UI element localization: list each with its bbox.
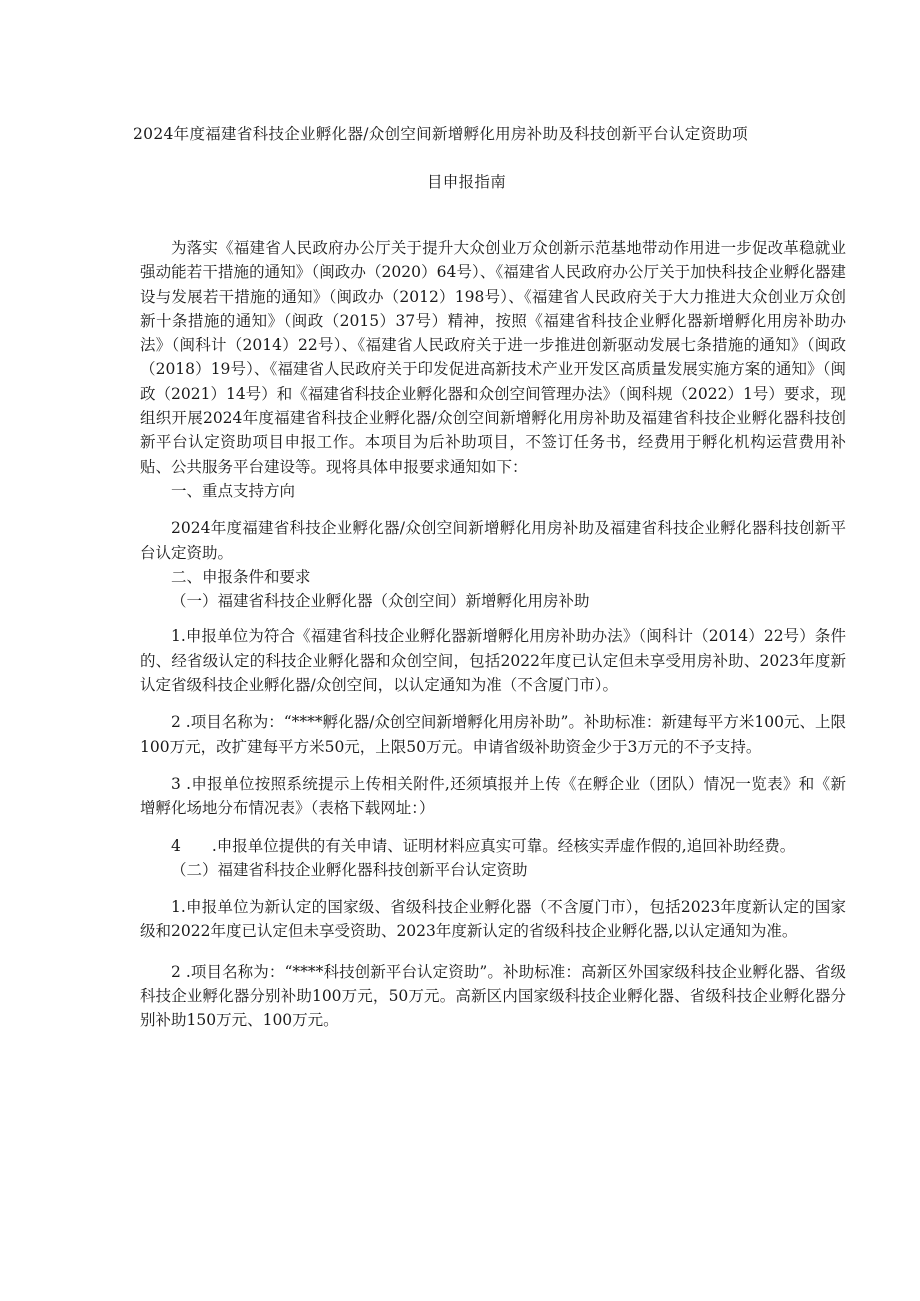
document-title-line-1: 2024年度福建省科技企业孵化器/众创空间新增孵化用房补助及科技创新平台认定资助项 [133, 125, 748, 143]
section-2-heading: 二、申报条件和要求 [171, 567, 311, 586]
subsection-1-item-3: 3 .申报单位按照系统提示上传相关附件,还须填报并上传《在孵企业（团队）情况一览表》和《新增孵化场地分布情况表》（表格下载网址：） [140, 774, 846, 818]
subsection-1-item-2: 2 .项目名称为：“****孵化器/众创空间新增孵化用房补助”。补助标准：新建每平方米100元、上限100万元，改扩建每平方米50元，上限50万元。申请省级补助资金少于3万元的不予支持。 [140, 713, 846, 756]
subsection-2-item-2: 2 .项目名称为：“****科技创新平台认定资助”。补助标准：高新区外国家级科技企业孵化器、省级科技企业孵化器分别补助100万元，50万元。高新区内国家级科技企业孵化器、省级科技企业孵化器分别补助150万元、100万元。 [140, 962, 846, 1030]
section-1-heading: 一、重点支持方向 [171, 481, 296, 500]
subsection-2-item-1: 1.申报单位为新认定的国家级、省级科技企业孵化器（不含厦门市），包括2023年度新认定的国家级和2022年度已认定但未享受资助、2023年度新认定的省级科技企业孵化器,以认定通知为准。 [140, 898, 846, 941]
document-body [140, 236, 846, 1033]
subsection-1-heading: （一）福建省科技企业孵化器（众创空间）新增孵化用房补助 [171, 592, 590, 611]
subsection-2-heading: （二）福建省科技企业孵化器科技创新平台认定资助 [171, 860, 528, 879]
subsection-1-item-4: 4 .申报单位提供的有关申请、证明材料应真实可靠。经核实弄虚作假的,追回补助经费。 [171, 836, 796, 855]
section-1-paragraph: 2024年度福建省科技企业孵化器/众创空间新增孵化用房补助及福建省科技企业孵化器科技创新平台认定资助。 [140, 519, 846, 562]
intro-paragraph: 为落实《福建省人民政府办公厅关于提升大众创业万众创新示范基地带动作用进一步促改革稳就业强动能若干措施的通知》（闽政办（2020）64号）、《福建省人民政府办公厅关于加快科技企业孵化器建设与发展若干措施的通知》（闽政办（2012）198号）、《福建省人民政府关于大力推进大众创业万众创新十条措施的通知》（闽政（2015）37号）精神，按照《福建省科技企业孵化器新增孵化用房补助办法》（闽科计（2014）22号）、《福建省人民政府关于进一步推进创新驱动发展七条措施的通知》（闽政（2018）19号）、《福建省人民政府关于印发促进高新技术产业开发区高质量发展实施方案的通知》（闽政（2021）14号）和《福建省科技企业孵化器和众创空间管理办法》（闽科规（2022）1号）要求，现组织开展2024年度福建省科技企业孵化器/众创空间新增孵化用房补助及福建省科技企业孵化器科技创新平台认定资助项目申报工作。本项目为后补助项目，不签订任务书，经费用于孵化机构运营费用补贴、公共服务平台建设等。现将具体申报要求通知如下： [140, 239, 846, 476]
document-title-line-2: 目申报指南 [427, 173, 507, 191]
subsection-1-item-1: 1.申报单位为符合《福建省科技企业孵化器新增孵化用房补助办法》（闽科计（2014）22号）条件的、经省级认定的科技企业孵化器和众创空间，包括2022年度已认定但未享受用房补助、2023年度新认定省级科技企业孵化器/众创空间，以认定通知为准（不含厦门市）。 [140, 627, 846, 695]
